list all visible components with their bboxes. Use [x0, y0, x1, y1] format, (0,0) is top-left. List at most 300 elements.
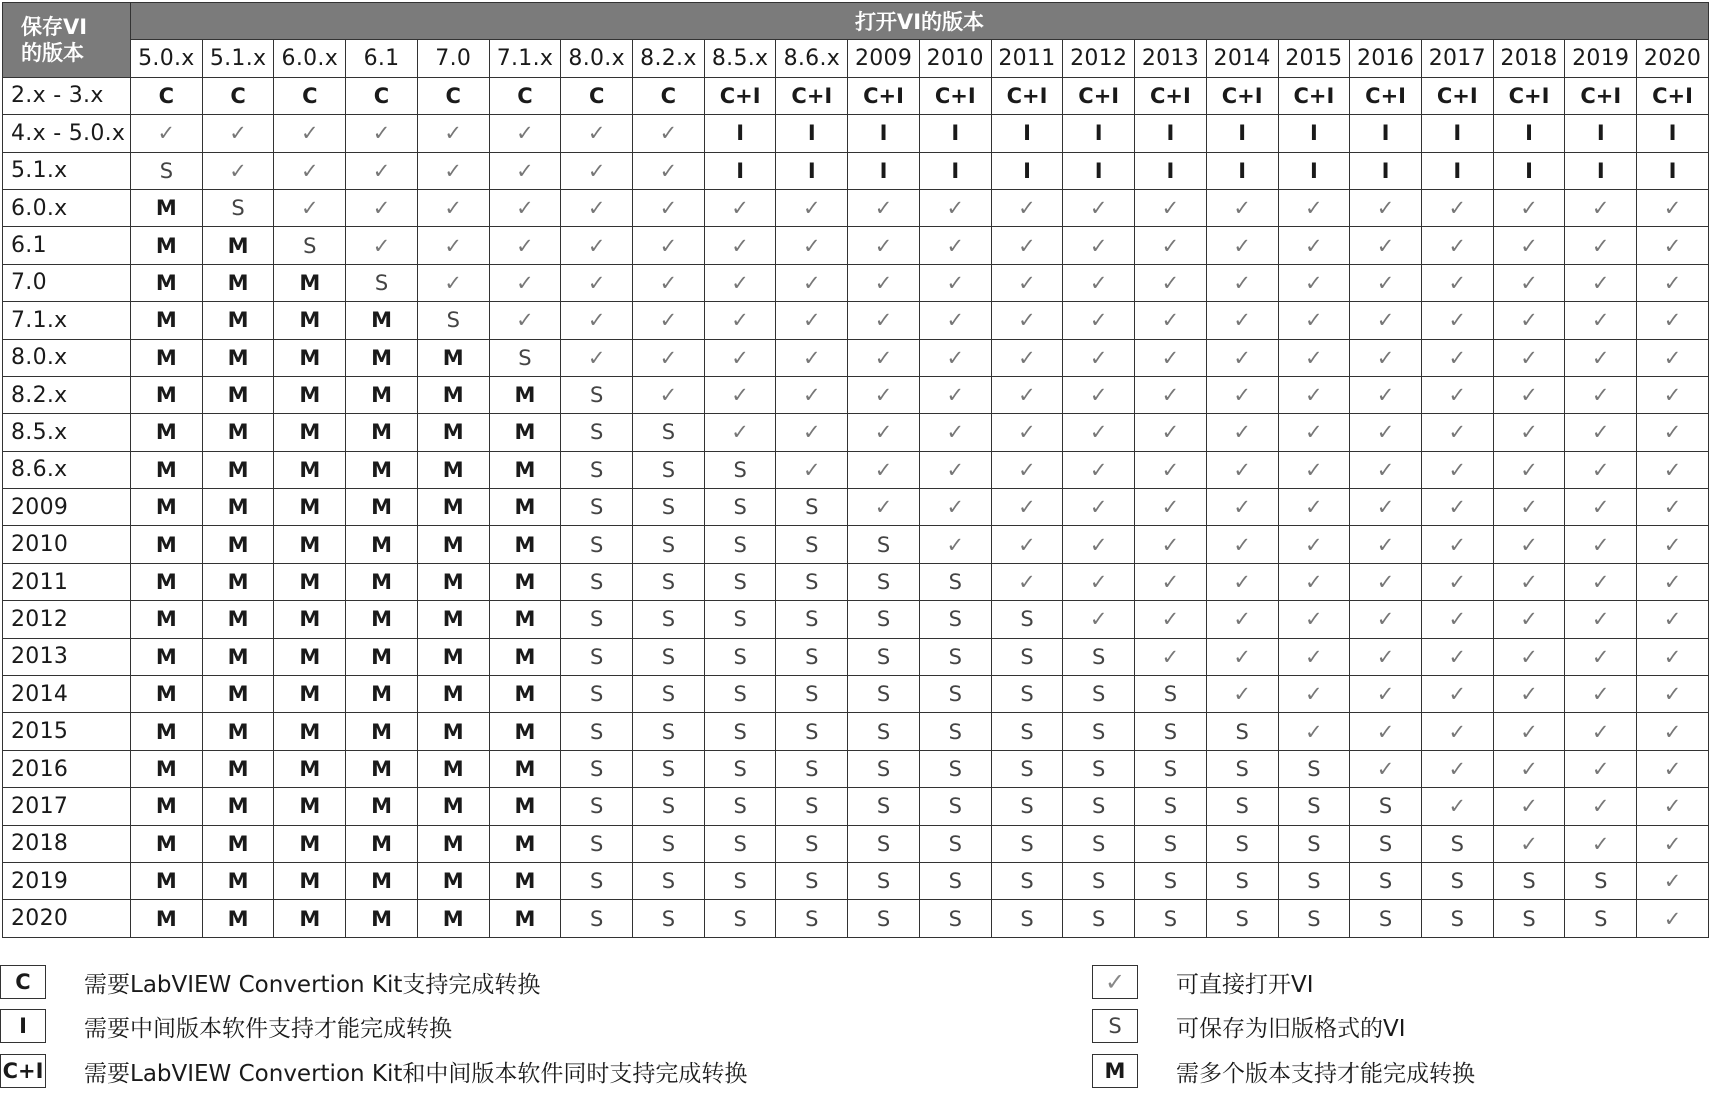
- legend-symbol-m: M: [1092, 1054, 1138, 1088]
- saved-version-label: 2012: [3, 601, 131, 638]
- compat-cell: S: [561, 489, 633, 526]
- compat-cell: M: [274, 788, 346, 825]
- compat-cell: M: [202, 601, 274, 638]
- check-icon: ✓: [776, 264, 848, 301]
- check-icon: ✓: [1206, 601, 1278, 638]
- check-icon: ✓: [1063, 189, 1135, 226]
- check-icon: ✓: [202, 152, 274, 189]
- table-row: [3, 526, 1709, 563]
- check-icon: ✓: [1493, 601, 1565, 638]
- check-icon: ✓: [1637, 788, 1709, 825]
- compat-cell: S: [776, 788, 848, 825]
- compat-cell: C+I: [1421, 77, 1493, 114]
- compat-cell: M: [274, 376, 346, 413]
- check-icon: ✓: [704, 376, 776, 413]
- compat-cell: S: [704, 862, 776, 899]
- compat-cell: S: [776, 900, 848, 937]
- check-icon: ✓: [417, 189, 489, 226]
- check-icon: ✓: [1637, 376, 1709, 413]
- compat-cell: M: [489, 862, 561, 899]
- table-row: [3, 189, 1709, 226]
- check-icon: ✓: [1278, 676, 1350, 713]
- check-icon: ✓: [848, 376, 920, 413]
- legend-text-m: 需多个版本支持才能完成转换: [1176, 1060, 1475, 1087]
- check-icon: ✓: [274, 152, 346, 189]
- compat-cell: S: [633, 563, 705, 600]
- compat-cell: M: [417, 526, 489, 563]
- check-icon: ✓: [919, 264, 991, 301]
- compat-cell: I: [848, 152, 920, 189]
- check-icon: ✓: [991, 563, 1063, 600]
- open-version-8-5-x: 8.5.x: [704, 40, 776, 77]
- compat-cell: S: [1350, 825, 1422, 862]
- compat-cell: C+I: [1063, 77, 1135, 114]
- compat-cell: C: [202, 77, 274, 114]
- compat-cell: M: [131, 451, 203, 488]
- check-icon: ✓: [489, 227, 561, 264]
- check-icon: ✓: [1350, 189, 1422, 226]
- check-icon: ✓: [1350, 601, 1422, 638]
- compat-cell: S: [1135, 825, 1207, 862]
- compat-cell: M: [346, 526, 418, 563]
- open-version-7-0: 7.0: [417, 40, 489, 77]
- check-icon: ✓: [848, 302, 920, 339]
- compat-cell: M: [417, 376, 489, 413]
- check-icon: ✓: [991, 302, 1063, 339]
- check-icon: ✓: [1637, 414, 1709, 451]
- check-icon: ✓: [848, 264, 920, 301]
- compat-cell: C: [489, 77, 561, 114]
- compat-cell: S: [1278, 788, 1350, 825]
- compat-cell: C: [274, 77, 346, 114]
- saved-version-label: 2011: [3, 563, 131, 600]
- compat-cell: M: [131, 526, 203, 563]
- check-icon: ✓: [1637, 264, 1709, 301]
- compat-cell: M: [489, 788, 561, 825]
- compat-cell: C: [561, 77, 633, 114]
- check-icon: ✓: [1135, 227, 1207, 264]
- compat-cell: C+I: [1135, 77, 1207, 114]
- check-icon: ✓: [1063, 601, 1135, 638]
- check-icon: ✓: [776, 189, 848, 226]
- check-icon: ✓: [1135, 339, 1207, 376]
- corner-header: [3, 3, 131, 78]
- compat-cell: S: [633, 638, 705, 675]
- compat-cell: M: [202, 376, 274, 413]
- compat-cell: S: [1063, 825, 1135, 862]
- saved-version-label: 2020: [3, 900, 131, 937]
- check-icon: ✓: [1350, 414, 1422, 451]
- check-icon: ✓: [1493, 302, 1565, 339]
- compat-cell: M: [131, 339, 203, 376]
- compat-cell: S: [1278, 825, 1350, 862]
- compat-cell: I: [1421, 152, 1493, 189]
- compat-cell: M: [346, 713, 418, 750]
- compat-cell: M: [131, 376, 203, 413]
- compat-cell: S: [633, 713, 705, 750]
- check-icon: ✓: [1350, 750, 1422, 787]
- compat-cell: S: [1135, 750, 1207, 787]
- compat-cell: M: [489, 414, 561, 451]
- check-icon: ✓: [1565, 563, 1637, 600]
- saved-version-label: 2014: [3, 676, 131, 713]
- corner-line-1: 保存VI: [21, 14, 88, 39]
- compat-cell: M: [274, 676, 346, 713]
- saved-version-label: 7.0: [3, 264, 131, 301]
- compat-cell: S: [1278, 862, 1350, 899]
- check-icon: ✓: [776, 227, 848, 264]
- compat-cell: S: [848, 638, 920, 675]
- compat-cell: S: [1206, 862, 1278, 899]
- check-icon: ✓: [991, 489, 1063, 526]
- check-icon: ✓: [919, 376, 991, 413]
- open-version-2009: 2009: [848, 40, 920, 77]
- compat-cell: I: [1637, 115, 1709, 152]
- check-icon: ✓: [919, 227, 991, 264]
- table-row: [3, 601, 1709, 638]
- compat-cell: M: [346, 302, 418, 339]
- compat-cell: M: [202, 302, 274, 339]
- compat-cell: S: [704, 638, 776, 675]
- compat-cell: S: [919, 788, 991, 825]
- compat-cell: I: [1565, 115, 1637, 152]
- check-icon: ✓: [561, 302, 633, 339]
- compat-cell: S: [561, 825, 633, 862]
- compat-cell: M: [274, 750, 346, 787]
- compat-cell: M: [202, 900, 274, 937]
- saved-version-label: 6.0.x: [3, 189, 131, 226]
- check-icon: ✓: [848, 227, 920, 264]
- check-icon: ✓: [919, 526, 991, 563]
- compat-cell: S: [1278, 750, 1350, 787]
- open-version-8-0-x: 8.0.x: [561, 40, 633, 77]
- check-icon: ✓: [1421, 189, 1493, 226]
- check-icon: ✓: [919, 451, 991, 488]
- compat-cell: M: [131, 264, 203, 301]
- open-version-2020: 2020: [1637, 40, 1709, 77]
- check-icon: ✓: [1421, 601, 1493, 638]
- check-icon: ✓: [1135, 302, 1207, 339]
- check-icon: ✓: [1637, 526, 1709, 563]
- compat-cell: S: [919, 862, 991, 899]
- compat-cell: M: [489, 638, 561, 675]
- compat-cell: S: [704, 825, 776, 862]
- check-icon: ✓: [1206, 302, 1278, 339]
- compat-cell: S: [776, 713, 848, 750]
- compat-cell: M: [202, 563, 274, 600]
- compat-cell: S: [131, 152, 203, 189]
- saved-version-label: 2013: [3, 638, 131, 675]
- legend-text-i: 需要中间版本软件支持才能完成转换: [84, 1015, 452, 1042]
- check-icon: ✓: [1493, 713, 1565, 750]
- check-icon: ✓: [1493, 339, 1565, 376]
- check-icon: ✓: [1350, 264, 1422, 301]
- open-version-5-0-x: 5.0.x: [131, 40, 203, 77]
- check-icon: ✓: [561, 115, 633, 152]
- compat-cell: M: [131, 601, 203, 638]
- compat-cell: S: [1565, 900, 1637, 937]
- compat-cell: S: [1206, 713, 1278, 750]
- compat-cell: S: [848, 750, 920, 787]
- check-icon: ✓: [633, 115, 705, 152]
- compat-cell: S: [1135, 713, 1207, 750]
- check-icon: ✓: [1206, 376, 1278, 413]
- compat-cell: C: [346, 77, 418, 114]
- compat-cell: S: [1350, 788, 1422, 825]
- compat-cell: C+I: [776, 77, 848, 114]
- compat-cell: C+I: [991, 77, 1063, 114]
- check-icon: ✓: [1350, 638, 1422, 675]
- check-icon: ✓: [1565, 302, 1637, 339]
- saved-version-label: 4.x - 5.0.x: [3, 115, 131, 152]
- compat-cell: M: [489, 376, 561, 413]
- check-icon: ✓: [417, 152, 489, 189]
- compat-cell: I: [704, 152, 776, 189]
- compat-cell: C+I: [704, 77, 776, 114]
- compat-cell: M: [489, 601, 561, 638]
- check-icon: ✓: [919, 339, 991, 376]
- legend-symbol-s: S: [1092, 1009, 1138, 1043]
- compat-cell: M: [346, 900, 418, 937]
- compat-cell: I: [1063, 115, 1135, 152]
- check-icon: ✓: [489, 302, 561, 339]
- compat-cell: S: [776, 825, 848, 862]
- compat-cell: M: [202, 825, 274, 862]
- table-body: [3, 77, 1709, 937]
- check-icon: ✓: [1063, 339, 1135, 376]
- compat-cell: S: [919, 713, 991, 750]
- compat-cell: M: [131, 227, 203, 264]
- compat-cell: M: [489, 563, 561, 600]
- compat-cell: M: [346, 750, 418, 787]
- open-version-2013: 2013: [1135, 40, 1207, 77]
- check-icon: ✓: [1135, 451, 1207, 488]
- table-row: [3, 563, 1709, 600]
- check-icon: ✓: [1206, 563, 1278, 600]
- check-icon: ✓: [1565, 227, 1637, 264]
- check-icon: ✓: [1421, 376, 1493, 413]
- check-icon: ✓: [1135, 264, 1207, 301]
- check-icon: ✓: [1565, 451, 1637, 488]
- check-icon: ✓: [1493, 825, 1565, 862]
- compat-cell: M: [131, 414, 203, 451]
- table-row: [3, 713, 1709, 750]
- check-icon: ✓: [848, 414, 920, 451]
- check-icon: ✓: [561, 227, 633, 264]
- check-icon: ✓: [1565, 414, 1637, 451]
- compat-cell: M: [202, 227, 274, 264]
- compat-cell: I: [776, 115, 848, 152]
- check-icon: ✓: [704, 264, 776, 301]
- compat-cell: S: [991, 900, 1063, 937]
- compat-cell: S: [1278, 900, 1350, 937]
- check-icon: ✓: [1493, 414, 1565, 451]
- check-icon: ✓: [417, 264, 489, 301]
- open-version-header-row: [3, 40, 1709, 77]
- check-icon: ✓: [1206, 227, 1278, 264]
- compat-cell: M: [489, 825, 561, 862]
- check-icon: ✓: [1637, 825, 1709, 862]
- compat-cell: S: [919, 563, 991, 600]
- check-icon: ✓: [1637, 302, 1709, 339]
- table-row: [3, 302, 1709, 339]
- compat-cell: I: [1493, 152, 1565, 189]
- compat-cell: M: [346, 638, 418, 675]
- compat-cell: S: [776, 638, 848, 675]
- check-icon: ✓: [1135, 189, 1207, 226]
- compat-cell: S: [633, 451, 705, 488]
- check-icon: ✓: [991, 227, 1063, 264]
- table-row: [3, 376, 1709, 413]
- compat-cell: S: [1063, 900, 1135, 937]
- check-icon: ✓: [1493, 788, 1565, 825]
- check-icon: ✓: [1637, 676, 1709, 713]
- check-icon: ✓: [704, 414, 776, 451]
- check-icon: ✓: [1637, 713, 1709, 750]
- compat-cell: C+I: [919, 77, 991, 114]
- compat-cell: S: [561, 526, 633, 563]
- check-icon: ✓: [1493, 451, 1565, 488]
- check-icon: ✓: [1493, 526, 1565, 563]
- compat-cell: M: [417, 339, 489, 376]
- compat-cell: M: [346, 489, 418, 526]
- check-icon: ✓: [1637, 900, 1709, 937]
- compat-cell: S: [561, 638, 633, 675]
- check-icon: ✓: [1135, 376, 1207, 413]
- compat-cell: S: [561, 376, 633, 413]
- compat-cell: I: [848, 115, 920, 152]
- legend-symbol-check: ✓: [1092, 965, 1138, 999]
- check-icon: ✓: [1063, 227, 1135, 264]
- table-row: [3, 750, 1709, 787]
- compat-cell: M: [417, 563, 489, 600]
- check-icon: ✓: [1278, 189, 1350, 226]
- check-icon: ✓: [489, 152, 561, 189]
- check-icon: ✓: [1565, 264, 1637, 301]
- compat-cell: S: [919, 825, 991, 862]
- check-icon: ✓: [1063, 563, 1135, 600]
- saved-version-label: 8.6.x: [3, 451, 131, 488]
- corner-line-2: 的版本: [21, 40, 84, 65]
- compat-cell: M: [274, 862, 346, 899]
- compat-cell: S: [848, 825, 920, 862]
- check-icon: ✓: [1421, 526, 1493, 563]
- compat-cell: M: [274, 489, 346, 526]
- check-icon: ✓: [919, 489, 991, 526]
- compat-cell: M: [489, 451, 561, 488]
- compat-cell: I: [1063, 152, 1135, 189]
- compat-cell: I: [1206, 115, 1278, 152]
- check-icon: ✓: [274, 115, 346, 152]
- compat-cell: S: [919, 601, 991, 638]
- check-icon: ✓: [417, 115, 489, 152]
- check-icon: ✓: [1493, 563, 1565, 600]
- compat-cell: C: [417, 77, 489, 114]
- check-icon: ✓: [346, 115, 418, 152]
- compat-cell: S: [991, 676, 1063, 713]
- check-icon: ✓: [848, 489, 920, 526]
- check-icon: ✓: [1637, 489, 1709, 526]
- compat-cell: S: [561, 750, 633, 787]
- legend-item-i: [0, 1007, 452, 1045]
- check-icon: ✓: [1350, 227, 1422, 264]
- saved-version-label: 2019: [3, 862, 131, 899]
- legend-text-ci: 需要LabVIEW Convertion Kit和中间版本软件同时支持完成转换: [84, 1060, 748, 1087]
- compat-cell: S: [1565, 862, 1637, 899]
- saved-version-label: 2009: [3, 489, 131, 526]
- compat-cell: M: [274, 414, 346, 451]
- compat-cell: S: [1421, 862, 1493, 899]
- saved-version-label: 8.0.x: [3, 339, 131, 376]
- compat-cell: S: [1063, 638, 1135, 675]
- legend-item-m: [1092, 1052, 1475, 1090]
- compat-cell: S: [1493, 900, 1565, 937]
- compat-cell: M: [131, 788, 203, 825]
- compat-cell: I: [704, 115, 776, 152]
- check-icon: ✓: [1637, 750, 1709, 787]
- legend: [0, 963, 1713, 1103]
- check-icon: ✓: [1063, 302, 1135, 339]
- compat-cell: S: [561, 451, 633, 488]
- saved-version-label: 7.1.x: [3, 302, 131, 339]
- compat-cell: S: [848, 601, 920, 638]
- check-icon: ✓: [346, 152, 418, 189]
- check-icon: ✓: [991, 526, 1063, 563]
- compat-cell: I: [1350, 152, 1422, 189]
- compat-cell: C+I: [1565, 77, 1637, 114]
- check-icon: ✓: [1278, 526, 1350, 563]
- open-version-2017: 2017: [1421, 40, 1493, 77]
- check-icon: ✓: [1493, 638, 1565, 675]
- compat-cell: M: [274, 339, 346, 376]
- compat-cell: S: [991, 601, 1063, 638]
- check-icon: ✓: [489, 189, 561, 226]
- check-icon: ✓: [919, 302, 991, 339]
- compat-cell: M: [417, 638, 489, 675]
- open-version-5-1-x: 5.1.x: [202, 40, 274, 77]
- open-version-2015: 2015: [1278, 40, 1350, 77]
- compat-cell: M: [274, 302, 346, 339]
- check-icon: ✓: [1350, 526, 1422, 563]
- compat-cell: M: [346, 451, 418, 488]
- compat-cell: M: [131, 302, 203, 339]
- check-icon: ✓: [1278, 376, 1350, 413]
- saved-version-label: 2.x - 3.x: [3, 77, 131, 114]
- open-version-8-6-x: 8.6.x: [776, 40, 848, 77]
- legend-item-s: [1092, 1007, 1406, 1045]
- check-icon: ✓: [1278, 713, 1350, 750]
- table-row: [3, 676, 1709, 713]
- check-icon: ✓: [202, 115, 274, 152]
- compat-cell: M: [131, 862, 203, 899]
- table-row: [3, 489, 1709, 526]
- compat-cell: S: [1206, 750, 1278, 787]
- compat-cell: S: [633, 788, 705, 825]
- check-icon: ✓: [1637, 862, 1709, 899]
- table-row: [3, 862, 1709, 899]
- compat-cell: S: [633, 414, 705, 451]
- compat-cell: I: [1278, 115, 1350, 152]
- compat-cell: C+I: [1206, 77, 1278, 114]
- compat-cell: S: [704, 900, 776, 937]
- check-icon: ✓: [1206, 339, 1278, 376]
- compat-cell: I: [1421, 115, 1493, 152]
- check-icon: ✓: [633, 227, 705, 264]
- compat-cell: M: [417, 601, 489, 638]
- compat-cell: S: [1135, 900, 1207, 937]
- compat-cell: S: [776, 862, 848, 899]
- compat-cell: I: [919, 152, 991, 189]
